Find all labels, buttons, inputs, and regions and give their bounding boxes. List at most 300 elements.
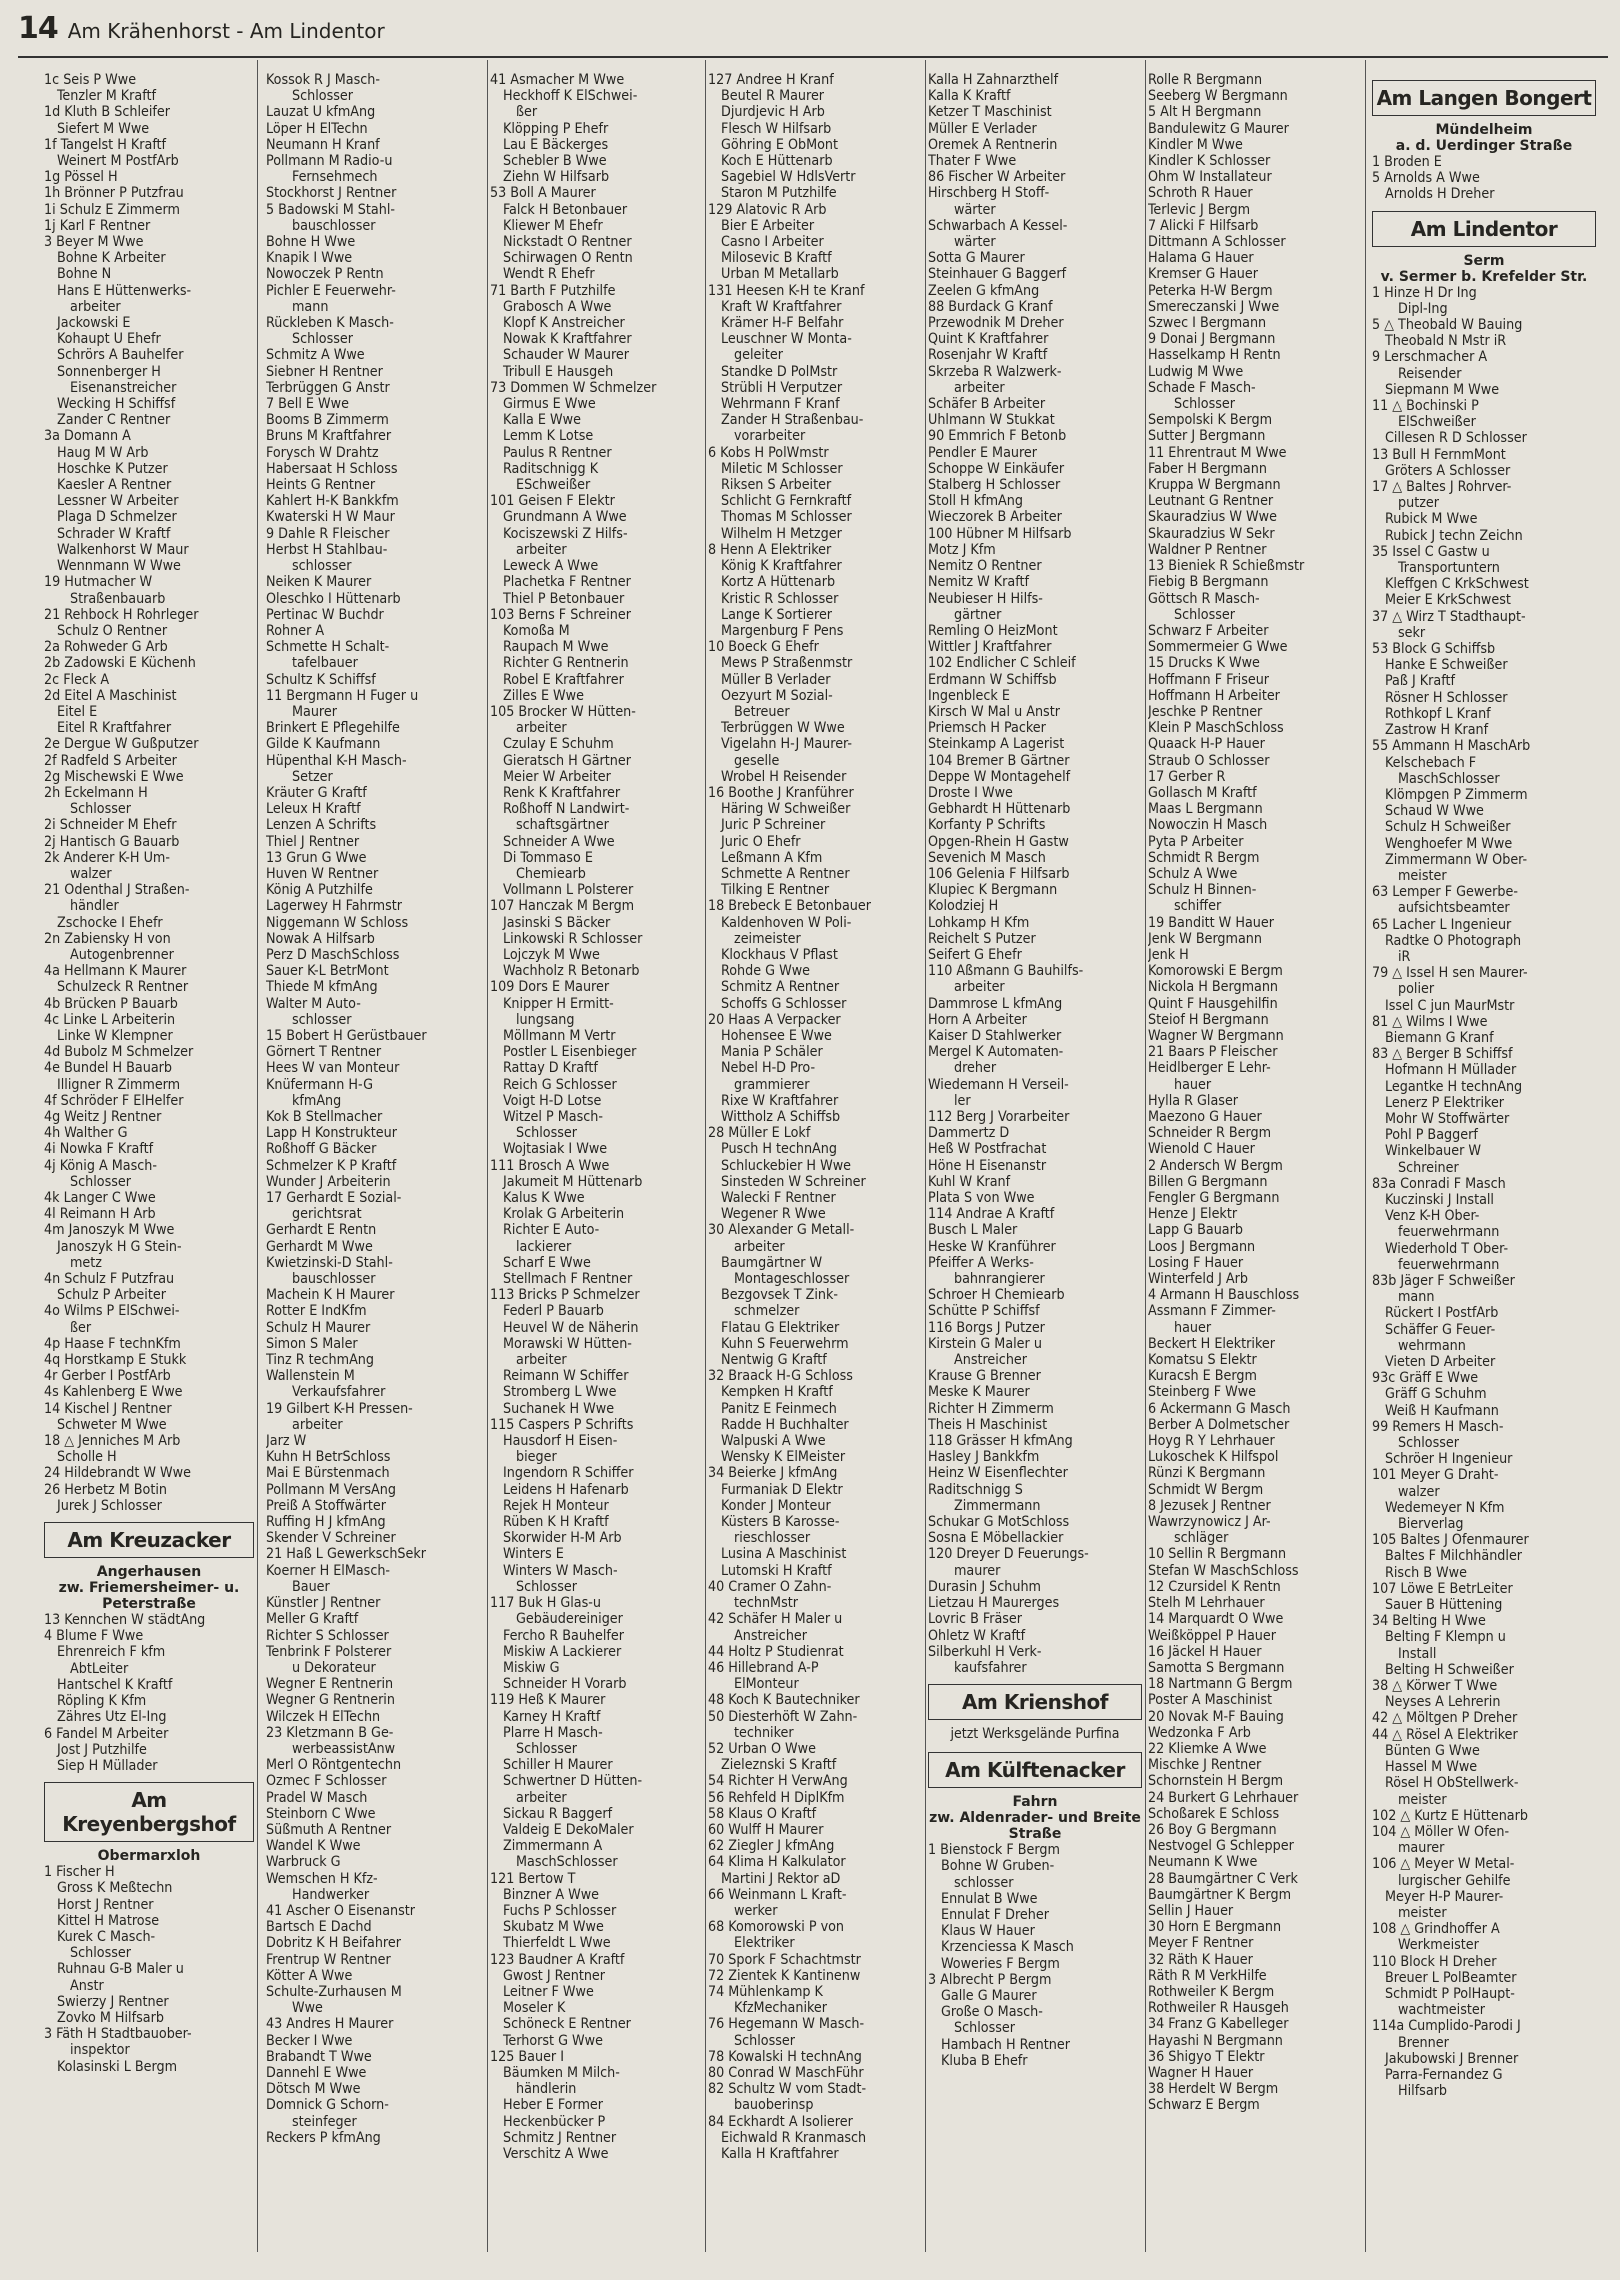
resident-entry: Winters W Masch- xyxy=(503,1562,618,1579)
resident-entry: Komoßa M xyxy=(503,622,570,639)
resident-entry: 106 Gelenia F Hilfsarb xyxy=(928,865,1070,882)
resident-entry: 44 Holtz P Studienrat xyxy=(708,1643,844,1660)
resident-entry: Nemitz O Rentner xyxy=(928,558,1042,575)
resident-entry: 2n Zabiensky H von xyxy=(44,930,171,947)
resident-entry: Stromberg L Wwe xyxy=(503,1384,617,1401)
resident-entry: vorarbeiter xyxy=(734,428,806,445)
resident-entry: 56 Rehfeld H DiplKfm xyxy=(708,1789,845,1806)
resident-entry: Steinborn C Wwe xyxy=(266,1805,376,1822)
resident-entry: 10 Sellin R Bergmann xyxy=(1148,1546,1287,1563)
resident-entry: 23 Kletzmann B Ge- xyxy=(266,1724,394,1741)
resident-entry: Schebler B Wwe xyxy=(503,153,607,170)
resident-entry: Plarre H Masch- xyxy=(503,1724,603,1741)
resident-entry: Leutnant G Rentner xyxy=(1148,493,1274,510)
resident-entry: 42 △ Möltgen P Dreher xyxy=(1372,1710,1518,1727)
resident-entry: 90 Emmrich F Betonb xyxy=(928,428,1067,445)
resident-entry: Halama G Hauer xyxy=(1148,250,1254,267)
resident-entry: 11 Ehrentraut M Wwe xyxy=(1148,444,1287,461)
resident-entry: 2j Hantisch G Bauarb xyxy=(44,833,180,850)
resident-entry: Meyer F Rentner xyxy=(1148,1935,1254,1952)
resident-entry: 42 Schäfer H Maler u xyxy=(708,1611,843,1628)
resident-entry: Jakumeit M Hüttenarb xyxy=(503,1173,643,1190)
resident-entry: grammierer xyxy=(734,1076,810,1093)
resident-entry: Kaldenhoven W Poli- xyxy=(721,914,852,931)
resident-entry: 1 Broden E xyxy=(1372,154,1442,170)
resident-entry: Horst J Rentner xyxy=(57,1896,154,1913)
resident-entry: bauschlosser xyxy=(292,1271,376,1288)
resident-entry: 112 Berg J Vorarbeiter xyxy=(928,1109,1070,1125)
resident-entry: Kociszewski Z Hilfs- xyxy=(503,525,628,542)
resident-entry: 2a Rohweder G Arb xyxy=(44,639,168,656)
resident-entry: Roßhoff N Landwirt- xyxy=(503,801,630,818)
resident-entry: Preiß A Stoffwärter xyxy=(266,1497,386,1514)
resident-entry: Wittler J Kraftfahrer xyxy=(928,639,1052,656)
resident-entry: ElSchweißer xyxy=(1398,414,1476,431)
resident-entry: bauoberinsp xyxy=(734,2097,814,2114)
resident-entry: Oleschko I Hüttenarb xyxy=(266,590,401,607)
resident-entry: 16 Jäckel H Hauer xyxy=(1148,1643,1262,1660)
resident-entry: Renk K Kraftfahrer xyxy=(503,784,621,801)
resident-entry: Reisender xyxy=(1398,365,1462,382)
resident-entry: 54 Richter H VerwAng xyxy=(708,1773,848,1790)
resident-entry: Booms B Zimmerm xyxy=(266,412,389,429)
resident-entry: 103 Berns F Schreiner xyxy=(490,606,631,623)
resident-entry: 1f Tangelst H Kraftf xyxy=(44,136,167,153)
resident-entry: Milosevic B Kraftf xyxy=(721,250,832,267)
resident-entry: Parra-Fernandez G xyxy=(1385,2066,1503,2083)
resident-entry: Raupach M Wwe xyxy=(503,639,609,656)
resident-entry: Maurer xyxy=(292,703,337,720)
resident-entry: Kortz A Hüttenarb xyxy=(721,574,836,591)
resident-entry: Gebäudereiniger xyxy=(516,1611,623,1628)
resident-entry: Kuhn H BetrSchloss xyxy=(266,1449,391,1466)
resident-entry: Baumgärtner K Bergm xyxy=(1148,1886,1292,1903)
resident-entry: Richter E Auto- xyxy=(503,1222,600,1239)
resident-entry: Quint K Kraftfahrer xyxy=(928,331,1049,348)
resident-entry: Klein P MaschSchloss xyxy=(1148,720,1284,737)
resident-entry: 8 Jezusek J Rentner xyxy=(1148,1497,1271,1514)
resident-entry: händlerin xyxy=(516,2081,577,2098)
resident-entry: Lietzau H Maurerges xyxy=(928,1595,1060,1612)
resident-entry: Scholle H xyxy=(57,1449,117,1466)
resident-entry: Walpuski A Wwe xyxy=(721,1433,826,1450)
resident-entry: Schwertner D Hütten- xyxy=(503,1773,643,1790)
resident-entry: Leuschner W Monta- xyxy=(721,331,852,348)
resident-entry: Tenzler M Kraftf xyxy=(57,88,156,105)
resident-entry: KfzMechaniker xyxy=(734,2000,827,2017)
resident-entry: 88 Burdack G Kranf xyxy=(928,298,1053,315)
resident-entry: Siepmann M Wwe xyxy=(1385,381,1500,398)
resident-entry: Tribull E Hausgeh xyxy=(503,363,614,380)
resident-entry: Theobald N Mstr iR xyxy=(1385,333,1507,350)
resident-entry: Kalla K Kraftf xyxy=(928,88,1011,105)
resident-entry: Krause G Brenner xyxy=(928,1368,1041,1385)
resident-entry: 108 △ Grindhoffer A xyxy=(1372,1921,1500,1938)
resident-entry: Horn A Arbeiter xyxy=(928,1011,1027,1028)
resident-entry: Sauer K-L BetrMont xyxy=(266,963,389,980)
resident-entry: gerichtsrat xyxy=(292,1206,362,1223)
resident-entry: Dobritz K H Beifahrer xyxy=(266,1935,401,1952)
resident-entry: mann xyxy=(1398,1289,1435,1306)
resident-entry: Gwost J Rentner xyxy=(503,1967,606,1984)
resident-entry: Hilfsarb xyxy=(1398,2083,1448,2100)
resident-entry: Nemitz W Kraftf xyxy=(928,574,1029,591)
resident-entry: Lessner W Arbeiter xyxy=(57,493,179,510)
resident-entry: wärter xyxy=(954,201,996,218)
resident-entry: Neubieser H Hilfs- xyxy=(928,590,1043,607)
resident-entry: werbeassistAnw xyxy=(292,1740,396,1757)
resident-entry: Schukar G MotSchloss xyxy=(928,1514,1070,1531)
resident-entry: Räth R M VerkHilfe xyxy=(1148,1967,1267,1984)
resident-entry: Pollmann M Radio-u xyxy=(266,153,393,170)
resident-entry: 13 Kennchen W städtAng xyxy=(44,1612,206,1629)
resident-entry: Verkaufsfahrer xyxy=(292,1384,386,1401)
resident-entry: Vollmann L Polsterer xyxy=(503,882,634,899)
resident-entry: wachtmeister xyxy=(1398,2002,1485,2019)
resident-entry: Forysch W Drahtz xyxy=(266,444,379,461)
resident-entry: Poster A Maschinist xyxy=(1148,1692,1273,1709)
resident-entry: 34 Beierke J kfmAng xyxy=(708,1465,838,1482)
resident-entry: Gollasch M Kraftf xyxy=(1148,784,1257,801)
resident-entry: Install xyxy=(1398,1645,1437,1662)
resident-entry: 17 Gerber R xyxy=(1148,768,1226,785)
resident-entry: Anstreicher xyxy=(954,1352,1028,1369)
resident-entry: 40 Cramer O Zahn- xyxy=(708,1578,832,1595)
resident-entry: 3 Beyer M Wwe xyxy=(44,234,144,251)
column-divider xyxy=(705,60,706,2252)
resident-entry: Walkenhorst W Maur xyxy=(57,541,189,558)
resident-entry: Huven W Rentner xyxy=(266,865,379,882)
resident-entry: 9 Donai J Bergmann xyxy=(1148,331,1276,348)
resident-entry: maurer xyxy=(954,1562,1001,1579)
resident-entry: Hasley J Bankkfm xyxy=(928,1449,1040,1466)
resident-entry: ler xyxy=(954,1092,971,1109)
resident-entry: König A Putzhilfe xyxy=(266,882,373,899)
resident-entry: Droste I Wwe xyxy=(928,784,1013,801)
resident-entry: Hayashi N Bergmann xyxy=(1148,2032,1283,2049)
resident-entry: 5 Alt H Bergmann xyxy=(1148,104,1262,121)
resident-entry: schläger xyxy=(1174,1530,1229,1547)
resident-entry: Autogenbrenner xyxy=(70,946,174,963)
resident-entry: Pradel W Masch xyxy=(266,1789,368,1806)
resident-entry: 83a Conradi F Masch xyxy=(1372,1175,1506,1192)
resident-entry: Rejek H Monteur xyxy=(503,1497,609,1514)
resident-entry: Terlevic J Bergm xyxy=(1148,201,1251,218)
resident-entry: Elektriker xyxy=(734,1935,795,1952)
resident-entry: Mai E Bürstenmach xyxy=(266,1465,390,1482)
resident-entry: Miskiw A Lackierer xyxy=(503,1643,622,1660)
resident-entry: Hantschel K Kraftf xyxy=(57,1676,173,1693)
resident-entry: Biemann G Kranf xyxy=(1385,1029,1494,1046)
resident-entry: Küsters B Karosse- xyxy=(721,1514,840,1531)
resident-entry: Schmidt R Bergm xyxy=(1148,849,1260,866)
resident-entry: Kleffgen C KrkSchwest xyxy=(1385,576,1529,593)
resident-entry: 114a Cumplido-Parodi J xyxy=(1372,2018,1521,2035)
column-divider xyxy=(1365,60,1366,2252)
resident-entry: 110 Block H Dreher xyxy=(1372,1953,1497,1970)
resident-entry: Schlosser xyxy=(516,1740,577,1757)
resident-entry: Neumann K Wwe xyxy=(1148,1854,1258,1871)
directory-column-4 xyxy=(708,72,922,2252)
resident-entry: Terbrüggen G Anstr xyxy=(266,379,390,396)
resident-entry: 113 Bricks P Schmelzer xyxy=(490,1287,640,1304)
resident-entry: 114 Andrae A Kraftf xyxy=(928,1206,1055,1223)
resident-entry: Motz J Kfm xyxy=(928,541,996,558)
resident-entry: König K Kraftfahrer xyxy=(721,558,842,575)
resident-entry: Pohl P Baggerf xyxy=(1385,1127,1478,1144)
resident-entry: 4e Bundel H Bauarb xyxy=(44,1060,173,1077)
resident-entry: Bier E Arbeiter xyxy=(721,217,815,234)
resident-entry: Kirstein G Maler u xyxy=(928,1335,1042,1352)
resident-entry: 74 Mühlenkamp K xyxy=(708,1983,823,2000)
street-heading: Am Kreuzacker xyxy=(44,1522,254,1558)
resident-entry: Hasselkamp H Rentn xyxy=(1148,347,1281,364)
resident-entry: Casno I Arbeiter xyxy=(721,234,824,251)
resident-entry: Jenk W Bergmann xyxy=(1148,930,1262,947)
column-divider xyxy=(257,60,258,2252)
resident-entry: Meier W Arbeiter xyxy=(503,768,611,785)
resident-entry: 26 Boy G Bergmann xyxy=(1148,1821,1277,1838)
resident-entry: Quint F Hausgehilfin xyxy=(1148,995,1278,1012)
resident-entry: Galle G Maurer xyxy=(941,1987,1037,2004)
district-name: Obermarxloh xyxy=(97,1848,201,1865)
resident-entry: Dammertz D xyxy=(928,1125,1010,1142)
resident-entry: Juric P Schreiner xyxy=(721,817,826,834)
resident-entry: polier xyxy=(1398,981,1435,998)
resident-entry: 10 Boeck G Ehefr xyxy=(708,639,819,656)
resident-entry: Paß J Kraftf xyxy=(1385,673,1455,690)
resident-entry: Illigner R Zimmerm xyxy=(57,1076,181,1093)
resident-entry: Klaus W Hauer xyxy=(941,1923,1035,1940)
resident-entry: 127 Andree H Kranf xyxy=(708,72,834,88)
resident-entry: Bauer xyxy=(292,1578,330,1595)
resident-entry: Ketzer T Maschinist xyxy=(928,104,1052,121)
resident-entry: Sutter J Bergmann xyxy=(1148,428,1266,445)
resident-entry: Kittel H Matrose xyxy=(57,1912,160,1929)
resident-entry: Standke D PolMstr xyxy=(721,363,838,380)
district-name: Fahrn xyxy=(1012,1794,1058,1811)
resident-entry: Nentwig G Kraftf xyxy=(721,1352,827,1369)
resident-entry: 11 △ Bochinski P xyxy=(1372,398,1479,415)
directory-column-6 xyxy=(1148,72,1362,2252)
resident-entry: 65 Lacher L Ingenieur xyxy=(1372,916,1512,933)
resident-entry: tafelbauer xyxy=(292,655,358,672)
resident-entry: Krzenciessa K Masch xyxy=(941,1939,1074,1956)
resident-entry: Pyta P Arbeiter xyxy=(1148,833,1244,850)
resident-entry: 4m Janoszyk M Wwe xyxy=(44,1222,175,1239)
resident-entry: Wendt R Ehefr xyxy=(503,266,595,283)
resident-entry: 6 Kobs H PolWmstr xyxy=(708,444,829,461)
resident-entry: Wensky K ElMeister xyxy=(721,1449,846,1466)
resident-entry: Thierfeldt L Wwe xyxy=(503,1935,611,1952)
street-heading: Am Külftenacker xyxy=(928,1752,1142,1788)
resident-entry: Zander H Straßenbau- xyxy=(721,412,864,429)
resident-entry: putzer xyxy=(1398,495,1439,512)
resident-entry: Thomas M Schlosser xyxy=(721,509,852,526)
column-divider xyxy=(1145,60,1146,2252)
resident-entry: Lohkamp H Kfm xyxy=(928,914,1030,931)
resident-entry: 6 Ackermann G Masch xyxy=(1148,1400,1291,1417)
resident-entry: 4p Haase F technKfm xyxy=(44,1335,181,1352)
resident-entry: Strübli H Verputzer xyxy=(721,379,843,396)
page-header xyxy=(18,6,385,52)
resident-entry: Venz K-H Ober- xyxy=(1385,1208,1480,1225)
resident-entry: hauer xyxy=(1174,1319,1212,1336)
resident-entry: Rohde G Wwe xyxy=(721,963,811,980)
resident-entry: Juric O Ehefr xyxy=(721,833,801,850)
resident-entry: Karney H Kraftf xyxy=(503,1708,601,1725)
resident-entry: Hofmann H Müllader xyxy=(1385,1062,1517,1079)
resident-entry: technMstr xyxy=(734,1595,798,1612)
resident-entry: Staron M Putzhilfe xyxy=(721,185,837,202)
resident-entry: Wegner E Rentnerin xyxy=(266,1676,394,1693)
resident-entry: Transportuntern xyxy=(1398,560,1500,577)
resident-entry: Oezyurt M Sozial- xyxy=(721,687,833,704)
resident-entry: 58 Klaus O Kraftf xyxy=(708,1805,817,1822)
resident-entry: Raditschnigg S xyxy=(928,1481,1023,1498)
resident-entry: Stelh M Lehrhauer xyxy=(1148,1595,1265,1612)
resident-entry: Sempolski K Bergm xyxy=(1148,412,1273,429)
resident-entry: Zimmermann xyxy=(954,1497,1041,1514)
resident-entry: Werkmeister xyxy=(1398,1937,1479,1954)
resident-entry: Merl O Röntgentechn xyxy=(266,1757,402,1774)
resident-entry: Schneider A Wwe xyxy=(503,833,615,850)
resident-entry: Klockhaus V Pflast xyxy=(721,946,838,963)
resident-entry: Terhorst G Wwe xyxy=(503,2032,603,2049)
resident-entry: 18 Brebeck E Betonbauer xyxy=(708,898,872,915)
resident-entry: Skrzeba R Walzwerk- xyxy=(928,363,1062,380)
column-divider xyxy=(487,60,488,2252)
resident-entry: Tinz R techmAng xyxy=(266,1352,374,1369)
resident-entry: 44 △ Rösel A Elektriker xyxy=(1372,1726,1518,1743)
resident-entry: Kuczinski J Install xyxy=(1385,1191,1494,1208)
resident-entry: schlosser xyxy=(292,1011,352,1028)
resident-entry: Schlosser xyxy=(1174,396,1235,413)
resident-entry: 4g Weitz J Rentner xyxy=(44,1109,162,1125)
resident-entry: Wienold C Hauer xyxy=(1148,1141,1255,1158)
resident-entry: 1c Seis P Wwe xyxy=(44,72,137,88)
resident-entry: lungsang xyxy=(516,1011,575,1028)
resident-entry: Wecking H Schiffsf xyxy=(57,396,176,413)
resident-entry: Sosna E Möbellackier xyxy=(928,1530,1064,1547)
resident-entry: Margenburg F Pens xyxy=(721,622,844,639)
resident-entry: 107 Löwe E BetrLeiter xyxy=(1372,1580,1513,1597)
resident-entry: Schulz A Wwe xyxy=(1148,865,1238,882)
resident-entry: Ingendorn R Schiffer xyxy=(503,1465,634,1482)
resident-entry: Seifert G Ehefr xyxy=(928,946,1022,963)
resident-entry: Jakubowski J Brenner xyxy=(1385,2050,1519,2067)
resident-entry: Schulzeck R Rentner xyxy=(57,979,189,996)
resident-entry: schmelzer xyxy=(734,1303,800,1320)
resident-entry: arbeiter xyxy=(954,979,1005,996)
resident-entry: 7 Bell E Wwe xyxy=(266,396,349,413)
resident-entry: Schreiner xyxy=(1398,1159,1459,1176)
resident-entry: Skauradzius W Wwe xyxy=(1148,509,1277,526)
resident-entry: Schröer H Ingenieur xyxy=(1385,1451,1513,1468)
resident-entry: wärter xyxy=(954,234,996,251)
resident-entry: 22 Kliemke A Wwe xyxy=(1148,1740,1267,1757)
resident-entry: Handwerker xyxy=(292,1886,370,1903)
resident-entry: Schäffer G Feuer- xyxy=(1385,1321,1496,1338)
resident-entry: Heidlberger E Lehr- xyxy=(1148,1060,1271,1077)
resident-entry: Leßmann A Kfm xyxy=(721,849,823,866)
resident-entry: Lagerwey H Fahrmstr xyxy=(266,898,402,915)
resident-entry: Göttsch R Masch- xyxy=(1148,590,1260,607)
resident-entry: 102 Endlicher C Schleif xyxy=(928,655,1076,672)
resident-entry: 101 Meyer G Draht- xyxy=(1372,1467,1499,1484)
street-heading: Am Lindentor xyxy=(1372,211,1596,247)
resident-entry: Heinz W Eisenflechter xyxy=(928,1465,1068,1482)
resident-entry: Große O Masch- xyxy=(941,2004,1043,2021)
resident-entry: Rückert I PostfArb xyxy=(1385,1305,1499,1322)
street-heading: Am Krienshof xyxy=(928,1684,1142,1720)
resident-entry: 34 Belting H Wwe xyxy=(1372,1613,1486,1630)
resident-entry: Sinsteden W Schreiner xyxy=(721,1173,866,1190)
resident-entry: 34 Franz G Kabelleger xyxy=(1148,2016,1289,2033)
resident-entry: Schulz O Rentner xyxy=(57,622,168,639)
resident-entry: 82 Schultz W vom Stadt- xyxy=(708,2081,867,2098)
resident-entry: 18 Nartmann G Bergm xyxy=(1148,1676,1293,1693)
resident-entry: 32 Braack H-G Schloss xyxy=(708,1368,853,1385)
resident-entry: Nowoczin H Masch xyxy=(1148,817,1268,834)
resident-entry: Skender V Schreiner xyxy=(266,1530,396,1547)
resident-entry: Pichler E Feuerwehr- xyxy=(266,282,396,299)
resident-entry: Kok B Stellmacher xyxy=(266,1109,383,1125)
resident-entry: Miskiw G xyxy=(503,1659,560,1676)
resident-entry: 5 △ Theobald W Bauing xyxy=(1372,317,1523,334)
resident-entry: 121 Bertow T xyxy=(490,1870,576,1887)
resident-entry: Jenk H xyxy=(1148,946,1189,963)
resident-entry: Weißköppel P Hauer xyxy=(1148,1627,1276,1644)
resident-entry: 100 Hübner M Hilfsarb xyxy=(928,525,1072,542)
directory-column-7 xyxy=(1372,72,1596,2252)
resident-entry: Lange K Sortierer xyxy=(721,606,833,623)
resident-entry: Schiller H Maurer xyxy=(503,1757,613,1774)
resident-entry: Bohne H Wwe xyxy=(266,234,356,251)
resident-entry: Zähres Utz El-Ing xyxy=(57,1709,167,1726)
resident-entry: Tenbrink F Polsterer xyxy=(266,1643,392,1660)
resident-entry: Erdmann W Schiffsb xyxy=(928,671,1057,688)
resident-entry: 13 Grun G Wwe xyxy=(266,849,367,866)
resident-entry: Rösel H ObStellwerk- xyxy=(1385,1775,1519,1792)
resident-entry: Brinkert E Pflegehilfe xyxy=(266,720,400,737)
resident-entry: Schlosser xyxy=(516,1578,577,1595)
resident-entry: Steiof H Bergmann xyxy=(1148,1011,1269,1028)
resident-entry: Wawrzynowicz J Ar- xyxy=(1148,1514,1271,1531)
resident-entry: Schlosser xyxy=(516,1125,577,1142)
resident-entry: Sauer B Hüttening xyxy=(1385,1597,1503,1614)
resident-entry: Leweck A Wwe xyxy=(503,558,599,575)
resident-entry: Mews P Straßenmstr xyxy=(721,655,853,672)
resident-entry: Rosenjahr W Kraftf xyxy=(928,347,1048,364)
resident-entry: meister xyxy=(1398,1904,1447,1921)
resident-entry: Kossok R J Masch- xyxy=(266,72,380,88)
resident-entry: Zimmermann W Ober- xyxy=(1385,851,1528,868)
resident-entry: 66 Weinmann L Kraft- xyxy=(708,1886,847,1903)
resident-entry: Warbruck G xyxy=(266,1854,341,1871)
resident-entry: Nickola H Bergmann xyxy=(1148,979,1279,996)
resident-entry: Schmitz J Rentner xyxy=(503,2129,617,2146)
resident-entry: 62 Ziegler J kfmAng xyxy=(708,1838,835,1855)
resident-entry: 2c Fleck A xyxy=(44,671,110,688)
resident-entry: Baumgärtner W xyxy=(721,1254,823,1271)
resident-entry: Schulz P Arbeiter xyxy=(57,1287,166,1304)
resident-entry: Heber E Former xyxy=(503,2097,604,2114)
resident-entry: 53 Boll A Maurer xyxy=(490,185,596,202)
resident-entry: Steinberg F Wwe xyxy=(1148,1384,1257,1401)
resident-entry: Simon S Maler xyxy=(266,1335,358,1352)
resident-entry: Eisenanstreicher xyxy=(70,379,177,396)
